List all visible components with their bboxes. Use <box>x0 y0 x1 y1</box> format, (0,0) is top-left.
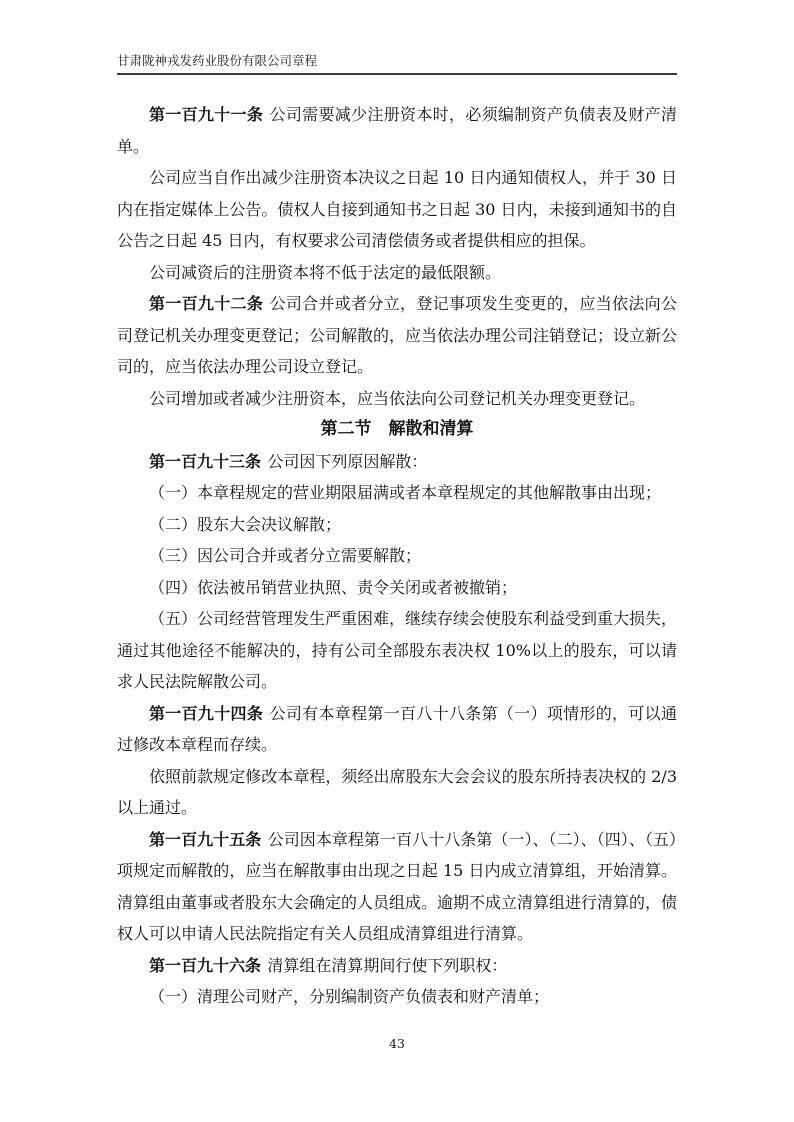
article-text: 清算组在清算期间行使下列职权： <box>267 955 508 975</box>
list-item-paragraph: （五）公司经营管理发生严重困难，继续存续会使股东利益受到重大损失，通过其他途径不能解决的，持有公司全部股东表决权 10%以上的股东，可以请求人民法院解散公司。 <box>117 609 678 691</box>
section-heading: 第二节 解散和清算 <box>320 419 474 439</box>
list-item-paragraph: （二）股东大会决议解散； <box>149 514 342 534</box>
article-paragraph <box>117 698 677 761</box>
list-item-paragraph: （四）依法被吊销营业执照、责令关闭或者被撤销； <box>149 577 518 597</box>
article-text: 公司有本章程第一百八十八条第（一）项情形的，可以通过修改本章程而存续。 <box>117 703 677 754</box>
list-item-paragraph: （一）本章程规定的营业期限届满或者本章程规定的其他解散事由出现； <box>149 483 662 502</box>
article-paragraph <box>117 950 677 982</box>
article-number: 第一百九十三条 <box>149 451 262 471</box>
article-paragraph <box>117 446 677 478</box>
article-text: 公司因下列原因解散： <box>267 451 428 471</box>
article-paragraph <box>117 824 677 950</box>
body-paragraph: 公司减资后的注册资本将不低于法定的最低限额。 <box>149 262 502 282</box>
document-title: 甘肃陇神戎发药业股份有限公司章程 <box>117 53 318 68</box>
article-number: 第一百九十六条 <box>149 955 262 975</box>
article-text: 公司合并或者分立，登记事项发生变更的，应当依法向公司登记机关办理变更登记；公司解散的，应当依法办理公司注销登记；设立新公司的，应当依法办理公司设立登记。 <box>117 294 678 376</box>
article-number: 第一百九十二条 <box>149 294 264 313</box>
article-text: 公司因本章程第一百八十八条第（一）、（二）、（四）、（五）项规定而解散的，应当在解散事由出现之日起 15 日内成立清算组，开始清算。清算组由董事或者股东大会确定的人员组成。逾期不成立清算组进行清算的，债权人可以申请人民法院指定有关人员组成清算组进行清算。 <box>117 829 678 943</box>
article-text: 公司需要减少注册资本时，必须编制资产负债表及财产清单。 <box>117 105 677 156</box>
page-header <box>117 52 677 75</box>
list-item-paragraph: （三）因公司合并或者分立需要解散； <box>149 546 422 565</box>
article-paragraph <box>117 288 677 383</box>
article-paragraph <box>117 99 677 162</box>
body-paragraph: 依照前款规定修改本章程，须经出席股东大会会议的股东所持表决权的 2/3 以上通过。 <box>117 766 677 817</box>
article-number: 第一百九十一条 <box>149 105 264 124</box>
article-number: 第一百九十五条 <box>149 829 262 849</box>
body-paragraph: 公司增加或者减少注册资本，应当依法向公司登记机关办理变更登记。 <box>149 388 646 408</box>
document-body <box>117 99 677 1013</box>
article-number: 第一百九十四条 <box>149 703 264 723</box>
body-paragraph: 公司应当自作出减少注册资本决议之日起 10 日内通知债权人，并于 30 日内在指定媒体上公告。债权人自接到通知书之日起 30 日内，未接到通知书的自公告之日起 45 日内，有权要求公司清偿债务或者提供相应的担保。 <box>117 168 677 250</box>
page-footer <box>0 1036 794 1051</box>
list-item-paragraph: （一）清理公司财产，分别编制资产负债表和财产清单； <box>149 987 550 1006</box>
page-number: 43 <box>389 1036 405 1051</box>
